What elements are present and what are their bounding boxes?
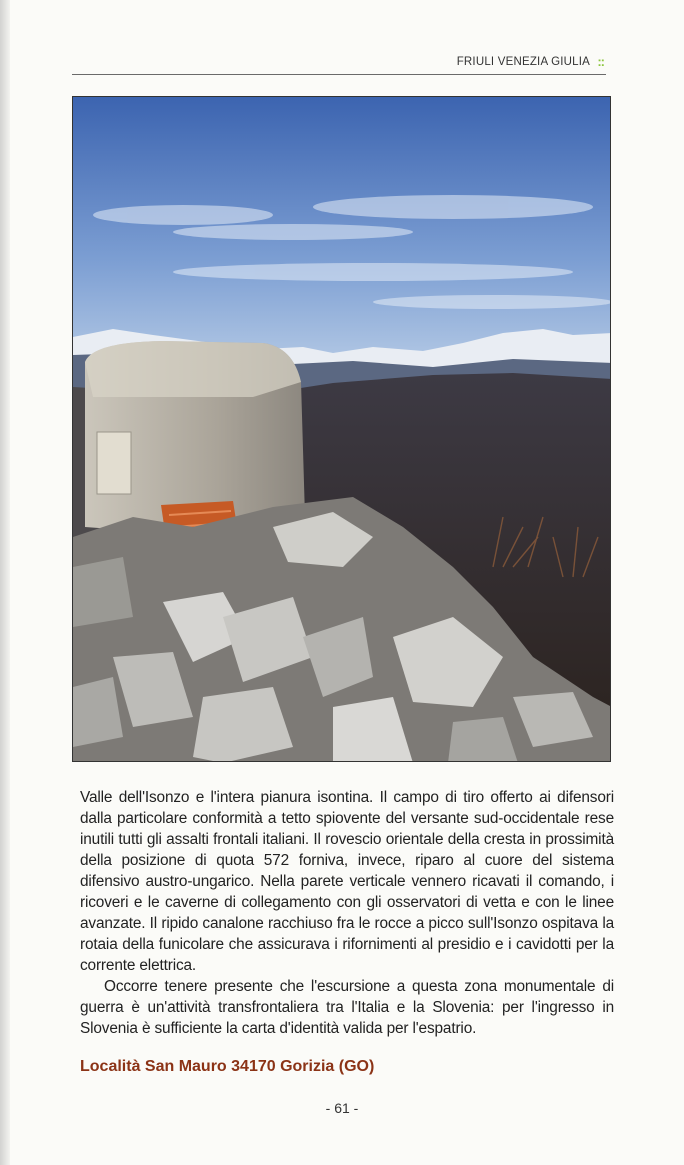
body-text — [80, 787, 614, 1039]
region-title: FRIULI VENEZIA GIULIA — [456, 56, 590, 68]
running-header — [72, 56, 606, 75]
location-heading: Località San Mauro 34170 Gorizia (GO) — [80, 1058, 375, 1075]
page-number: - 61 - — [325, 1100, 359, 1116]
summit-photo — [72, 96, 611, 762]
stone-plaque — [97, 432, 131, 494]
header-ornament: :: — [597, 54, 604, 69]
paragraph: Valle dell'Isonzo e l'intera pianura isontina. Il campo di tiro offerto ai difensori dalla particolare conformità a tetto spiovente del versante sud-occidentale rese inutili tutti gli assalti frontali italiani. Il rovescio orientale della cresta in prossimità della posizione di quota 572 forniva, invece, riparo al cuore del sistema difensivo austro-ungarico. Nella parete verticale vennero ricavati il comando, i ricoveri e le caverne di collegamento con gli osservatori di vetta e con le linee avanzate. Il ripido canalone racchiuso fra le rocce a picco sull'Isonzo ospitava la rotaia della funicolare che assicurava i rifornimenti al presidio e i cavidotti per la corrente elettrica. — [80, 789, 614, 974]
page-edge-shadow — [0, 0, 10, 1165]
paragraph: Occorre tenere presente che l'escursione a questa zona monumentale di guerra è un'attività transfrontaliera tra l'Italia e la Slovenia: per l'ingresso in Slovenia è sufficiente la carta d'identità valida per l'espatrio. — [80, 978, 614, 1037]
